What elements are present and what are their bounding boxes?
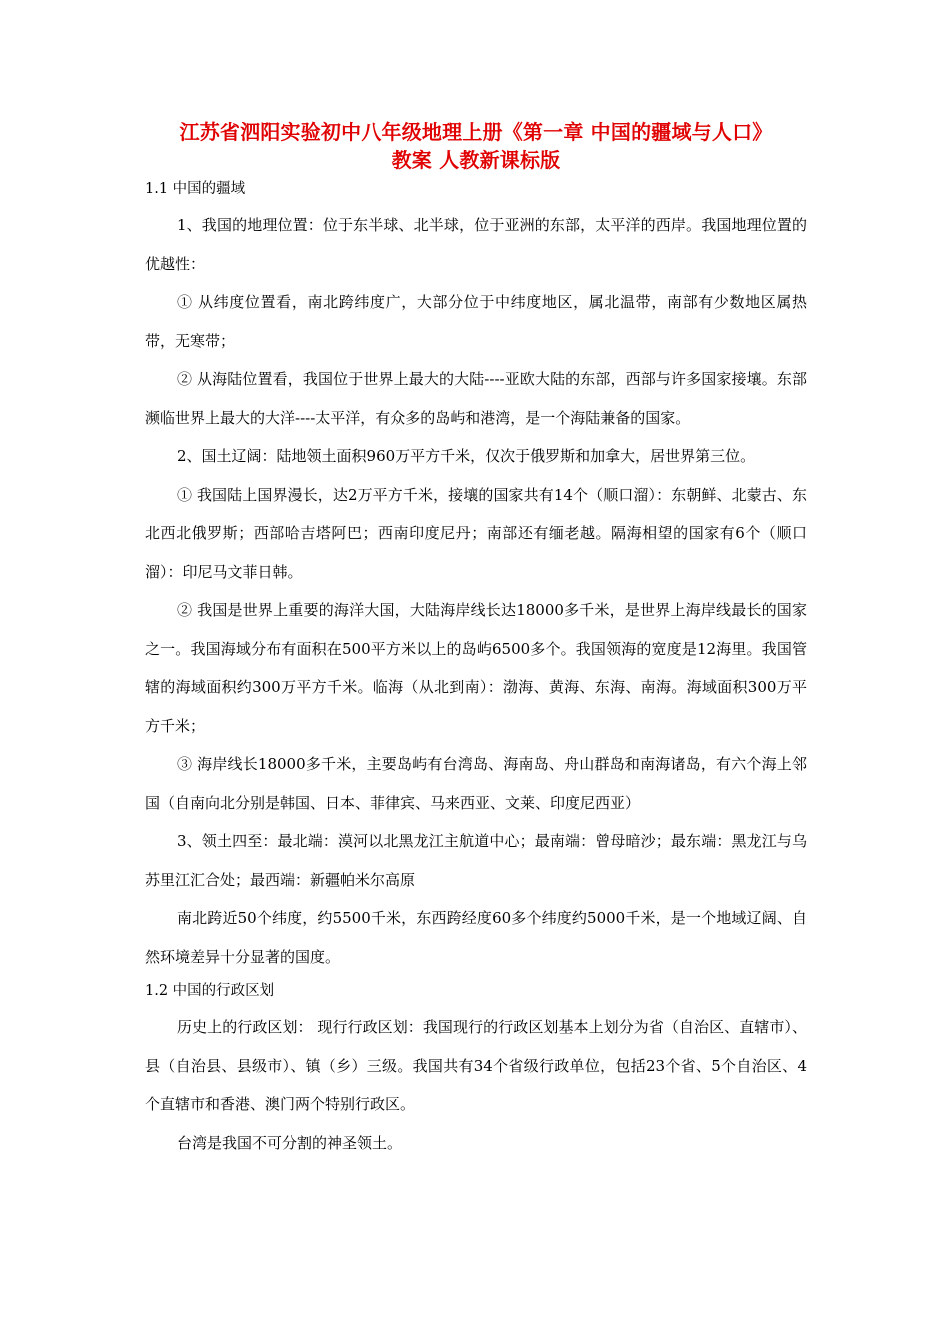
section-heading-2: 1.2 中国的行政区划 <box>145 983 275 999</box>
section-heading-1: 1.1 中国的疆域 <box>145 181 246 197</box>
paragraph: ① 我国陆上国界漫长，达2万平方千米，接壤的国家共有14个（顺口溜）：东朝鲜、北蒙古、东北西北俄罗斯；西部哈吉塔阿巴；西南印度尼丹；南部还有缅老越。隔海相望的国家有6个（顺口溜）：印尼马文菲日韩。 <box>145 485 807 581</box>
title-line-2: 教案 人教新课标版 <box>391 148 561 172</box>
paragraph: ① 从纬度位置看，南北跨纬度广，大部分位于中纬度地区，属北温带，南部有少数地区属热带，无寒带； <box>145 293 807 350</box>
paragraph: ② 从海陆位置看，我国位于世界上最大的大陆----亚欧大陆的东部，西部与许多国家接壤。东部濒临世界上最大的大洋----太平洋，有众多的岛屿和港湾，是一个海陆兼备的国家。 <box>145 370 807 427</box>
paragraph: 1、我国的地理位置：位于东半球、北半球，位于亚洲的东部，太平洋的西岸。我国地理位置的优越性： <box>145 216 807 273</box>
document-page <box>145 118 807 1162</box>
paragraph: ③ 海岸线长18000多千米，主要岛屿有台湾岛、海南岛、舟山群岛和南海诸岛，有六个海上邻国（自南向北分别是韩国、日本、菲律宾、马来西亚、文莱、印度尼西亚） <box>145 755 807 812</box>
paragraph: 3、领土四至：最北端：漠河以北黑龙江主航道中心；最南端：曾母暗沙；最东端：黑龙江与乌苏里江汇合处；最西端：新疆帕米尔高原 <box>145 832 807 889</box>
paragraph: 台湾是我国不可分割的神圣领土。 <box>177 1133 403 1152</box>
document-title <box>145 118 807 174</box>
paragraph: 2、国土辽阔：陆地领土面积960万平方千米，仅次于俄罗斯和加拿大，居世界第三位。 <box>177 447 756 465</box>
title-line-1: 江苏省泗阳实验初中八年级地理上册《第一章 中国的疆域与人口》 <box>179 120 773 144</box>
paragraph: ② 我国是世界上重要的海洋大国，大陆海岸线长达18000多千米，是世界上海岸线最长的国家之一。我国海域分布有面积在500平方米以上的岛屿6500多个。我国领海的宽度是12海里。我国管辖的海域面积约300万平方千米。临海（从北到南）：渤海、黄海、东海、南海。海域面积300万平方千米； <box>145 601 807 735</box>
paragraph: 南北跨近50个纬度，约5500千米，东西跨经度60多个纬度约5000千米，是一个地域辽阔、自然环境差异十分显著的国度。 <box>145 909 807 966</box>
paragraph: 历史上的行政区划： 现行行政区划：我国现行的行政区划基本上划分为省（自治区、直辖市）、县（自治县、县级市）、镇（乡）三级。我国共有34个省级行政单位，包括23个省、5个自治区、4个直辖市和香港、澳门两个特别行政区。 <box>145 1018 807 1113</box>
